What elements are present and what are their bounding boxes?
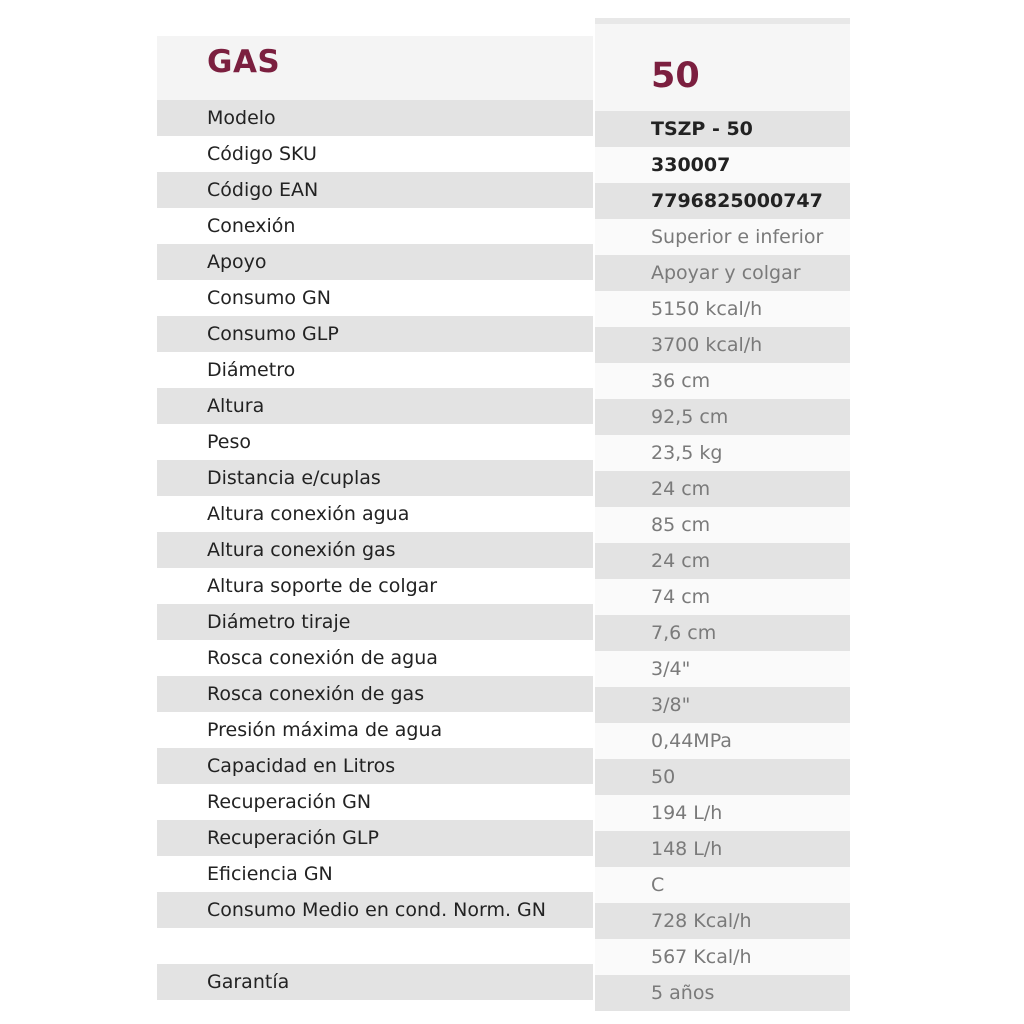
model-header — [595, 24, 850, 111]
spec-value: 24 cm — [595, 543, 850, 579]
spec-label: Rosca conexión de gas — [157, 676, 593, 712]
spec-label: Altura conexión agua — [157, 496, 593, 532]
type-title: GAS — [207, 44, 281, 80]
spec-label-list — [157, 100, 593, 1000]
spec-label: Eficiencia GN — [157, 856, 593, 892]
spec-label: Altura soporte de colgar — [157, 568, 593, 604]
spec-value: 7,6 cm — [595, 615, 850, 651]
spec-label: Consumo GN — [157, 280, 593, 316]
spec-label: Capacidad en Litros — [157, 748, 593, 784]
spec-label: Garantía — [157, 964, 593, 1000]
spec-label: Código EAN — [157, 172, 593, 208]
spec-label: Recuperación GN — [157, 784, 593, 820]
spec-value: 330007 — [595, 147, 850, 183]
spec-value: 3/4" — [595, 651, 850, 687]
spec-value: 3700 kcal/h — [595, 327, 850, 363]
spec-label: Código SKU — [157, 136, 593, 172]
spec-label: Distancia e/cuplas — [157, 460, 593, 496]
spec-value: 24 cm — [595, 471, 850, 507]
spec-value: 36 cm — [595, 363, 850, 399]
spec-value: 728 Kcal/h — [595, 903, 850, 939]
spec-value: 23,5 kg — [595, 435, 850, 471]
model-title: 50 — [651, 56, 700, 96]
spec-label: Recuperación GLP — [157, 820, 593, 856]
spec-label: Presión máxima de agua — [157, 712, 593, 748]
spec-value: Apoyar y colgar — [595, 255, 850, 291]
spec-label: Peso — [157, 424, 593, 460]
spec-label: Apoyo — [157, 244, 593, 280]
spec-label: Altura conexión gas — [157, 532, 593, 568]
spec-value: 50 — [595, 759, 850, 795]
spec-label: Diámetro tiraje — [157, 604, 593, 640]
spec-value: 567 Kcal/h — [595, 939, 850, 975]
spec-value: 0,44MPa — [595, 723, 850, 759]
spec-value: Superior e inferior — [595, 219, 850, 255]
spec-values-column — [595, 18, 850, 1011]
spec-value-list — [595, 111, 850, 1011]
spec-label: Consumo GLP — [157, 316, 593, 352]
spec-value: 5 años — [595, 975, 850, 1011]
spec-value: 3/8" — [595, 687, 850, 723]
spec-value: 148 L/h — [595, 831, 850, 867]
spec-value: 92,5 cm — [595, 399, 850, 435]
spec-value: 74 cm — [595, 579, 850, 615]
spec-value: C — [595, 867, 850, 903]
spec-value: 7796825000747 — [595, 183, 850, 219]
spec-label: Rosca conexión de agua — [157, 640, 593, 676]
spec-labels-column — [157, 36, 593, 1000]
spec-label: Modelo — [157, 100, 593, 136]
type-header — [157, 36, 593, 100]
spec-value: TSZP - 50 — [595, 111, 850, 147]
spec-label: Altura — [157, 388, 593, 424]
spec-value: 85 cm — [595, 507, 850, 543]
spec-value: 194 L/h — [595, 795, 850, 831]
spec-value: 5150 kcal/h — [595, 291, 850, 327]
spec-label: Diámetro — [157, 352, 593, 388]
spec-label — [157, 928, 593, 964]
spec-label: Conexión — [157, 208, 593, 244]
spec-label: Consumo Medio en cond. Norm. GN — [157, 892, 593, 928]
